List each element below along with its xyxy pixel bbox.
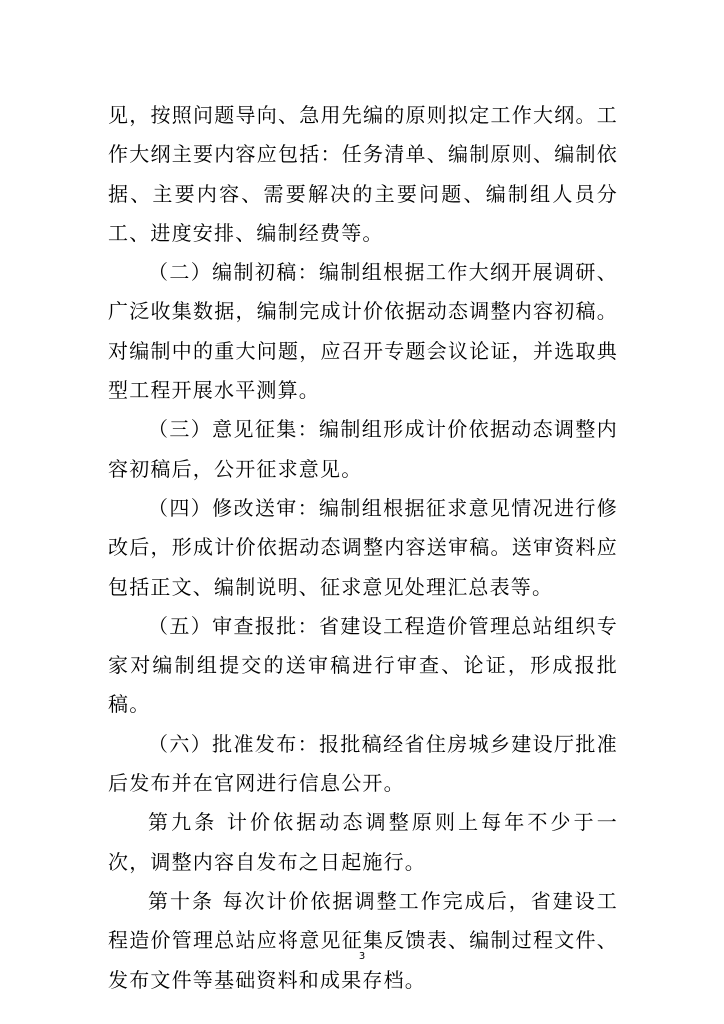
document-body	[108, 96, 618, 1000]
paragraph-review-approval: （五）审查报批：省建设工程造价管理总站组织专家对编制组提交的送审稿进行审查、论证，形成报批稿。	[108, 613, 618, 717]
paragraph-draft: （二）编制初稿：编制组根据工作大纲开展调研、广泛收集数据，编制完成计价依据动态调整内容初稿。对编制中的重大问题，应召开专题会议论证，并选取典型工程开展水平测算。	[108, 260, 618, 403]
paragraph-article-9: 第九条 计价依据动态调整原则上每年不少于一次，调整内容自发布之日起施行。	[108, 810, 618, 874]
paragraph-publication: （六）批准发布：报批稿经省住房城乡建设厅批准后发布并在官网进行信息公开。	[108, 731, 618, 796]
paragraph-article-10: 第十条 每次计价依据调整工作完成后，省建设工程造价管理总站应将意见征集反馈表、编制过程文件、发布文件等基础资料和成果存档。	[108, 888, 618, 992]
page-number: 3	[358, 951, 366, 962]
paragraph-opinion-collection: （三）意见征集：编制组形成计价依据动态调整内容初稿后，公开征求意见。	[108, 417, 618, 481]
paragraph-continuation: 见，按照问题导向、急用先编的原则拟定工作大纲。工作大纲主要内容应包括：任务清单、编制原则、编制依据、主要内容、需要解决的主要问题、编制组人员分工、进度安排、编制经费等。	[108, 103, 618, 245]
paragraph-revision-submission: （四）修改送审：编制组根据征求意见情况进行修改后，形成计价依据动态调整内容送审稿。送审资料应包括正文、编制说明、征求意见处理汇总表等。	[108, 495, 618, 599]
